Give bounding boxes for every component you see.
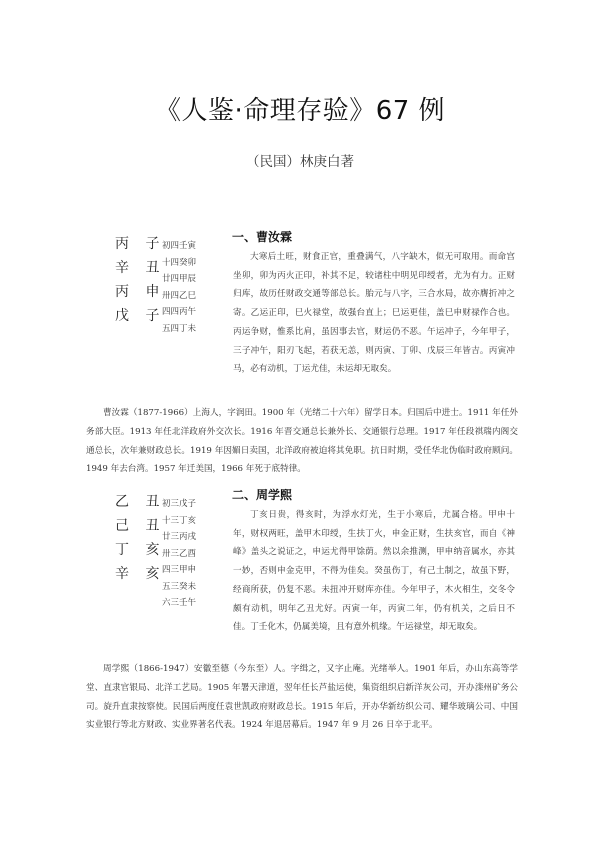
luck-cycle-item: 初四壬寅 [162,241,197,251]
luck-cycle-item: 四三甲申 [162,565,197,575]
section-heading: 二、周学熙 [232,488,293,502]
hour-pillar: 辛 亥 [115,566,166,582]
day-pillar: 丙 申 [115,284,166,300]
luck-cycle-item: 十三丁亥 [162,515,197,526]
luck-cycle-item: 初三戊子 [162,499,197,509]
biography-paragraph: 周学熙（1866-1947）安徽至德（今东至）人。字缉之，又字止庵。光绪举人。1901 年后，办山东高等学堂、直隶官银局、北洋工艺局。1905 年署天津道，翌年任长芦盐运使，集资组织启新洋灰公司，开办滦州矿务公司。旋升直隶按察使。民国后两度任袁世凯政府财政总长。1915 年后，开办华新纺织公司、耀华玻璃公司、中国实业银行等北方财政、实业界著名代表。1924 年退居幕后。1947 年 9 月 26 日卒于北平。 [86,664,518,731]
author-line: （民国）林庚白著 [246,154,354,170]
eight-characters-chart [115,232,166,328]
section-heading: 一、曹汝霖 [232,230,293,244]
biography-paragraph: 曹汝霖（1877-1966）上海人，字润田。1900 年（光绪二十六年）留学日本。归国后中进士。1911 年任外务部大臣。1913 年任北洋政府外交次长。1916 年晋交通总长兼外长、交通银行总理。1917 年任段祺瑞内阁交通总长，次年兼财政总长。1919 年因媚日卖国，北洋政府被迫将其免职。抗日时期，受任华北伪临时政府顾问。1949 年去台湾。1957 年迁美国，1966 年死于底特律。 [86,408,518,475]
luck-cycle-item: 廿四甲辰 [162,274,197,284]
luck-cycle-item: 五三癸未 [162,581,197,592]
commentary-paragraph: 丁亥日贵，得亥时，为浮水灯光，生于小寒后，尤属合格。甲申十年，财权两旺，盖甲木印绶，生扶丁火，申金正财，生扶亥官，而自《神峰》盖头之说证之，申运尤得甲馀荫。然以余推测，甲申纳音属水，亦其一妙，否则申金克甲，不得为佳矣。癸虽伤丁，有己土制之，故虽下野，经商所获，仍复不恶。未扭冲开财库亦佳。今年甲子，木火相生，交冬令颇有动机，明年乙丑尤好。丙寅一年，丙寅二年，仍有机关，之后日不佳。丁壬化木，仍属美境，且有意外机缘。午运禄堂，却无取矣。 [233,510,515,633]
luck-cycle-list [162,238,232,337]
eight-characters-chart [115,490,166,586]
luck-cycle-item: 六三壬午 [162,598,197,608]
page-title: 《人鉴·命理存验》67 例 [154,96,446,126]
month-pillar: 辛 丑 [115,260,166,276]
day-pillar: 丁 亥 [115,542,166,558]
luck-cycle-item: 五四丁未 [162,323,197,334]
luck-cycle-item: 十四癸卯 [162,257,197,268]
hour-pillar: 戊 子 [115,308,166,324]
luck-cycle-item: 四四丙午 [162,307,197,317]
luck-cycle-list [162,496,232,612]
commentary-paragraph: 大寒后土旺，财食正官，重叠满气，八字缺木，似无可取用。而命宫坐卯，卯为丙火正印，补其不足，较诸柱中明见印绶者，尤为有力。正财归库，故历任财政交通等部总长。胎元与八字，三合水局，故亦膺折冲之寄。乙运正印，巳火禄堂，故强台直上；巳运更佳，盖巳申财禄作合也。丙运争财，惟系比肩，虽因事去官，财运仍不恶。午运冲子，今年甲子，三子冲午，阳刃飞起，若获无恙，则丙寅、丁卯、戊辰三年皆吉。丙寅冲马，必有动机，丁运尤佳，未运却无取矣。 [233,252,515,375]
luck-cycle-item: 廿三丙戌 [162,532,197,542]
month-pillar: 己 丑 [115,518,166,534]
year-pillar: 丙 子 [115,236,166,252]
luck-cycle-item: 卅四乙巳 [162,290,197,301]
year-pillar: 乙 丑 [115,494,166,510]
luck-cycle-item: 卅三乙酉 [162,548,197,559]
